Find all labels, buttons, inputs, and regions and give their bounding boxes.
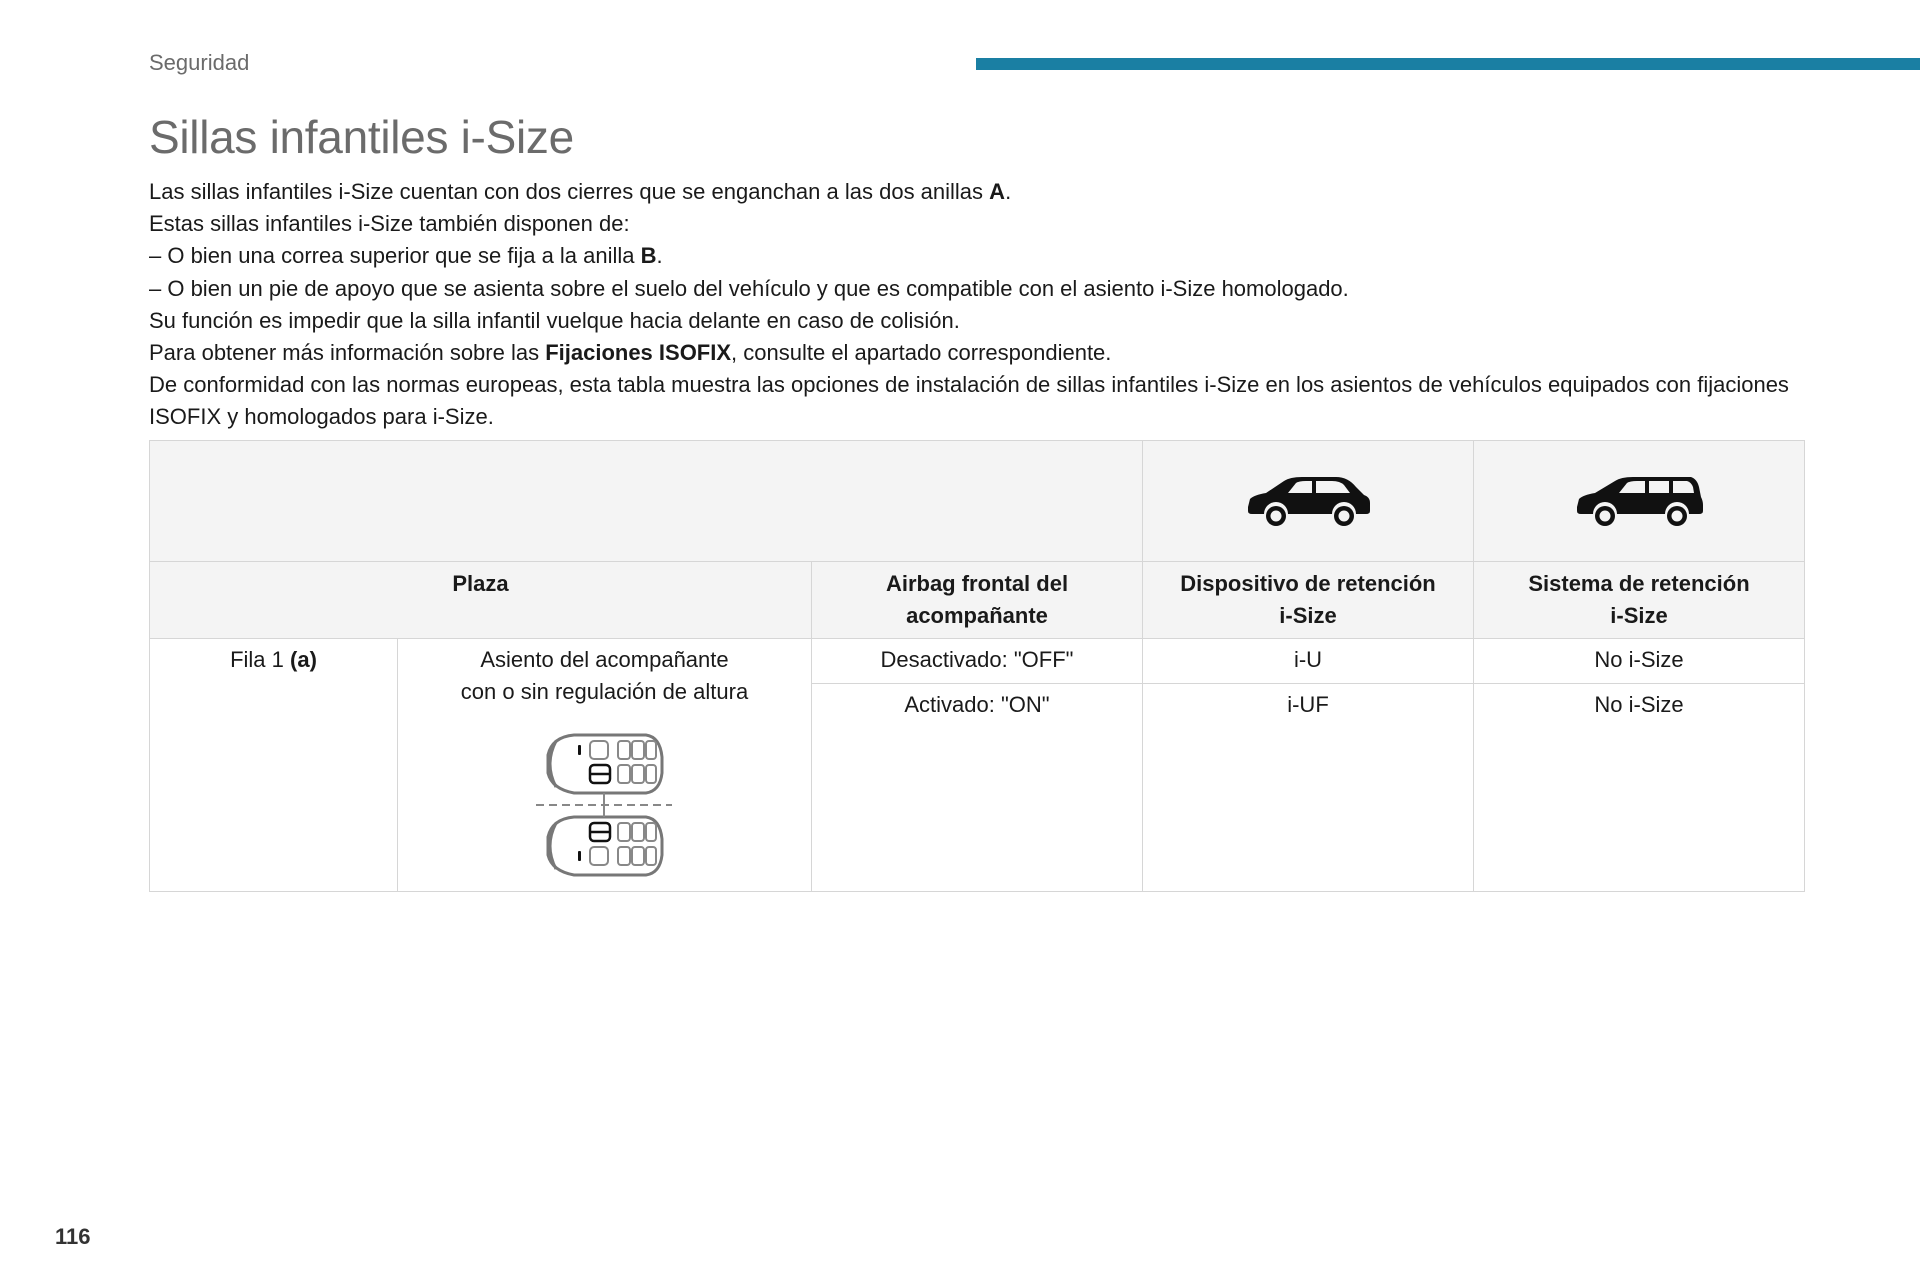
- section-label: Seguridad: [149, 50, 250, 75]
- asiento-line-1: Asiento del acompañante: [480, 647, 729, 672]
- header-sistema-line-2: i-Size: [1610, 603, 1668, 628]
- icon-header-empty: [150, 441, 1143, 562]
- ring-a-label: A: [989, 179, 1006, 204]
- cell-airbag-on: Activado: "ON": [812, 684, 1143, 891]
- cell-sistema-on: No i-Size: [1594, 692, 1684, 717]
- cell-fila: [150, 639, 398, 891]
- intro-line-6: [149, 337, 1809, 369]
- estate-car-icon: [1573, 473, 1705, 529]
- intro-line-3-text: – O bien una correa superior que se fija a la anilla: [149, 243, 641, 269]
- intro-line-5: Su función es impedir que la silla infantil vuelque hacia delante en caso de colisión.: [149, 307, 960, 333]
- intro-line-6-end: , consulte el apartado correspondiente.: [731, 340, 1112, 366]
- fila-note: (a): [290, 647, 317, 672]
- intro-line-1: [149, 176, 1809, 208]
- header-sistema-line-1: Sistema de retención: [1528, 571, 1750, 596]
- intro-line-1-end: .: [1005, 179, 1012, 204]
- header-airbag: [812, 562, 1143, 639]
- intro-line-7: De conformidad con las normas europeas, esta tabla muestra las opciones de instalación de sillas infantiles i-Size en los asientos de vehículos equipados con fijaciones ISOFIX y homologados para i-Size.: [149, 372, 1789, 430]
- icon-header-estate: [1474, 441, 1804, 562]
- suv-car-icon: [1244, 473, 1372, 529]
- intro-line-1-text: Las sillas infantiles i-Size cuentan con dos cierres que se enganchan a las dos anillas: [149, 179, 990, 204]
- fila-text: Fila 1: [230, 647, 291, 672]
- cell-dispositivo-off: i-U: [1143, 639, 1474, 684]
- header-plaza-text: Plaza: [452, 571, 509, 596]
- header-airbag-line-1: Airbag frontal del: [885, 571, 1069, 596]
- page-number: 116: [55, 1224, 91, 1249]
- asiento-line-2: con o sin regulación de altura: [460, 679, 749, 704]
- header-dispositivo-line-1: Dispositivo de retención: [1180, 571, 1436, 596]
- header-airbag-line-2: acompañante: [906, 603, 1048, 628]
- header-sistema: [1474, 562, 1804, 639]
- cell-airbag-off: Desactivado: "OFF": [812, 639, 1143, 684]
- isofix-link-label: Fijaciones ISOFIX: [545, 340, 732, 366]
- intro-line-3: [149, 240, 1809, 272]
- intro-text: [149, 176, 1809, 434]
- ring-b-label: B: [640, 243, 657, 269]
- intro-line-6-text: Para obtener más información sobre las: [149, 340, 546, 366]
- page-title: Sillas infantiles i-Size: [149, 111, 574, 163]
- intro-line-2: Estas sillas infantiles i-Size también disponen de:: [149, 211, 630, 237]
- cell-asiento: [398, 639, 812, 891]
- header-dispositivo-line-2: i-Size: [1279, 603, 1337, 628]
- header-dispositivo: [1143, 562, 1474, 639]
- cell-sistema-off: No i-Size: [1474, 639, 1804, 684]
- header-plaza: [150, 562, 812, 639]
- intro-line-4: – O bien un pie de apoyo que se asienta sobre el suelo del vehículo y que es compatible con el asiento i-Size homologado.: [149, 275, 1349, 301]
- isize-table: [149, 440, 1805, 892]
- header-accent-bar: [976, 58, 1920, 70]
- intro-line-3-end: .: [656, 243, 663, 269]
- cell-dispositivo-on: i-UF: [1143, 684, 1474, 891]
- icon-header-suv: [1143, 441, 1474, 562]
- passenger-seat-diagram-icon: [534, 727, 674, 883]
